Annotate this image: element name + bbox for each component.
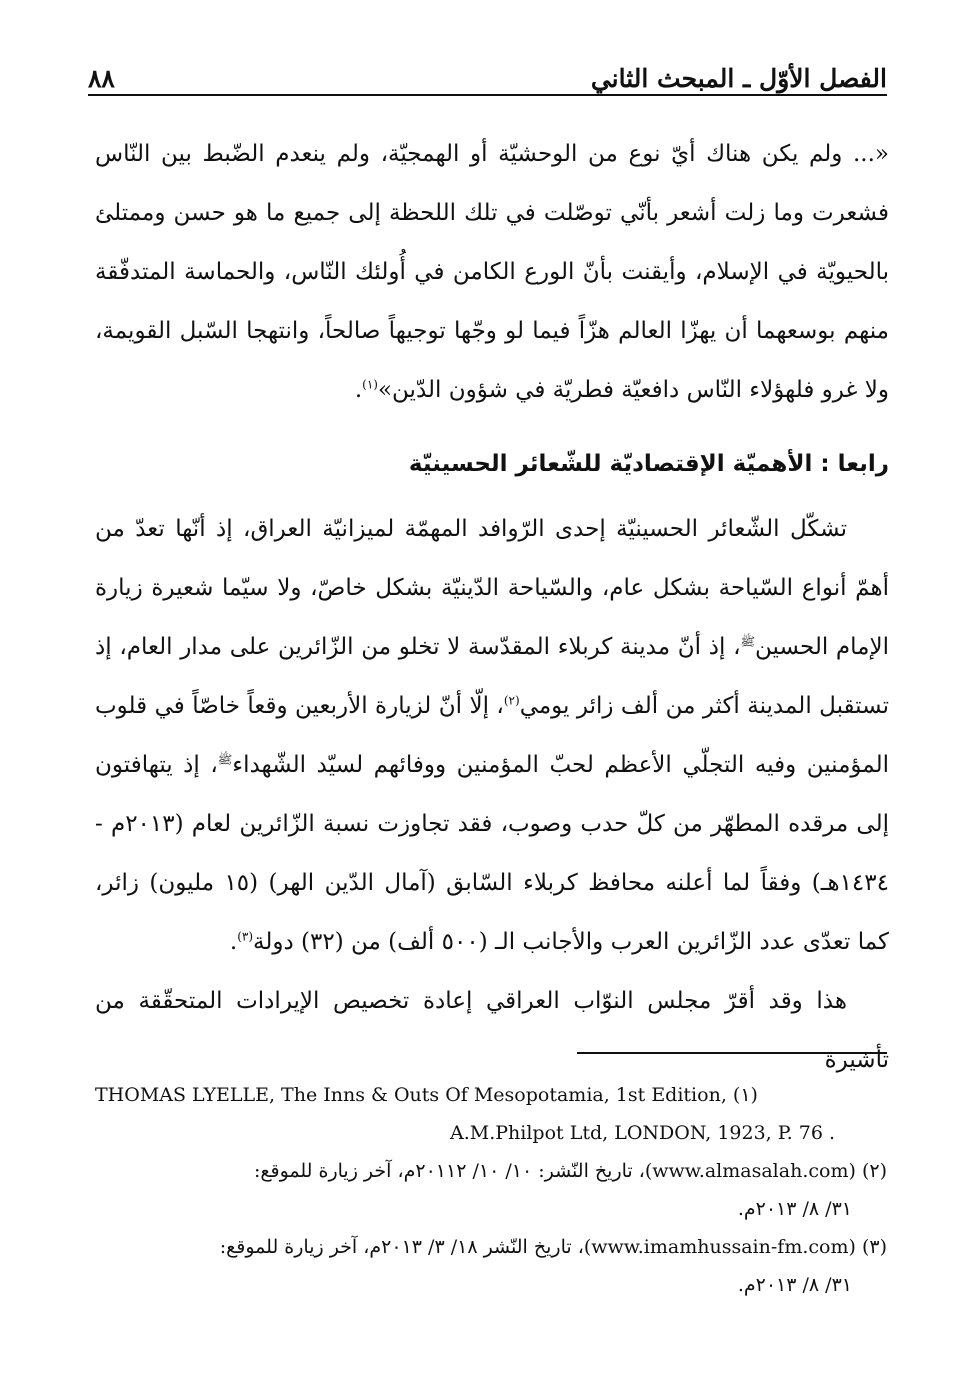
footnote-line: THOMAS LYELLE, The Inns & Outs Of Mesopotamia, 1st Edition, (١) [95,1084,758,1106]
footnote-line: ٣١/ ٨/ ٢٠١٣م. [737,1274,852,1296]
page-number: ٨٨ [88,64,115,93]
footnote-ref-2[interactable]: (٢) [503,693,520,708]
footnote-marker: (٢) [861,1160,887,1182]
body-paragraph-1: تشكّل الشّعائر الحسينيّة إحدى الرّوافد المهمّة لميزانيّة العراق، إذ أنّها تعدّ من أهمّ أنواع السّياحة بشكل عام، والسّياحة الدّينيّة بشكل خاصّ، ولا سيّما شعيرة زيارة الإمام الحسين$^ﷺ$، إذ أنّ مدينة كربلاء المقدّسة لا تخلو من الزّائرين على مدار العام، إذ تستقبل المدينة أكثر من ألف زائر يومي$^{(٢)}$، إلّا أنّ لزيارة الأربعين وقعاً خاصّاً في قلوب المؤمنين وفيه التجلّي الأعظم لحبّ المؤمنين ووفائهم لسيّد الشّهداء$^ﷺ$، إذ يتهافتون إلى مرقده المطهّر من كلّ حدب وصوب، فقد تجاوزت نسبة الزّائرين لعام (٢٠١٣م - ١٤٣٤هـ) وفقاً لما أعلنه محافظ كربلاء السّابق (آمال الدّين الهر) (١٥ مليون) زائر، كما تعدّى عدد الزّائرين العرب والأجانب الـ (٥٠٠ ألف) من (٣٢) دولة$^{(٣)}$. [95,516,889,955]
footnote-marker: (٣) [861,1236,887,1258]
honorific-mark: ﷺ [740,634,755,649]
body-paragraph-2: هذا وقد أقرّ مجلس النوّاب العراقي إعادة تخصيص الإيرادات المتحقّقة من تأشيرة [95,988,889,1073]
footnote-line: A.M.Philpot Ltd, LONDON, 1923, P. 76 . [450,1122,836,1144]
footnote-2 [95,1152,887,1228]
honorific-mark: ﷺ [217,752,233,767]
footnote-line: (٢) (www.almasalah.com)، تاريخ النّشر: ١٠/ ١٠/ ٢٠١١٢م، آخر زيارة للموقع: [254,1160,887,1182]
footnote-line: (٣) (www.imamhussain-fm.com)، تاريخ النّشر ١٨/ ٣/ ٢٠١٣م، آخر زيارة للموقع: [219,1236,887,1258]
footnote-3 [95,1228,887,1304]
header-rule [88,94,887,96]
quote-text: «... ولم يكن هناك أيّ نوع من الوحشيّة أو الهمجيّة، ولم ينعدم الضّبط بين النّاس فشعرت وما زلت أشعر بأنّي توصّلت في تلك اللحظة إلى جميع ما هو حسن وممتلئ بالحيويّة في الإسلام، وأيقنت بأنّ الورع الكامن في أُولئك النّاس، والحماسة المتدفّقة منهم بوسعهما أن يهزّا العالم هزّاً فيما لو وجّها توجيهاً صالحاً، وانتهجا السّبل القويمة، ولا غرو فلهؤلاء النّاس دافعيّة فطريّة في شؤون الدّين» [95,141,889,403]
footnote-1 [95,1076,887,1152]
footnote-ref-1[interactable]: (١) [362,377,378,392]
main-text [95,125,889,1090]
footnote-ref-3[interactable]: (٣) [237,929,254,944]
quote-paragraph: «... ولم يكن هناك أيّ نوع من الوحشيّة أو الهمجيّة، ولم ينعدم الضّبط بين النّاس فشعرت وما زلت أشعر بأنّي توصّلت في تلك اللحظة إلى جميع ما هو حسن وممتلئ بالحيويّة في الإسلام، وأيقنت بأنّ الورع الكامن في أُولئك النّاس، والحماسة المتدفّقة منهم بوسعهما أن يهزّا العالم هزّاً فيما لو وجّها توجيهاً صالحاً، وانتهجا السّبل القويمة، ولا غرو فلهؤلاء النّاس دافعيّة فطريّة في شؤون الدّين»$^{(١)}$. [95,141,889,403]
footnote-separator [577,1052,887,1054]
footnote-marker: (١) [732,1084,758,1106]
section-heading: رابعا : الأهميّة الإقتصاديّة للشّعائر الحسينيّة [408,451,889,477]
footnotes [95,1076,887,1304]
chapter-title: الفصل الأوّل ـ المبحث الثاني [590,64,887,93]
footnote-line: ٣١/ ٨/ ٢٠١٣م. [737,1198,852,1220]
page-header [88,50,887,94]
